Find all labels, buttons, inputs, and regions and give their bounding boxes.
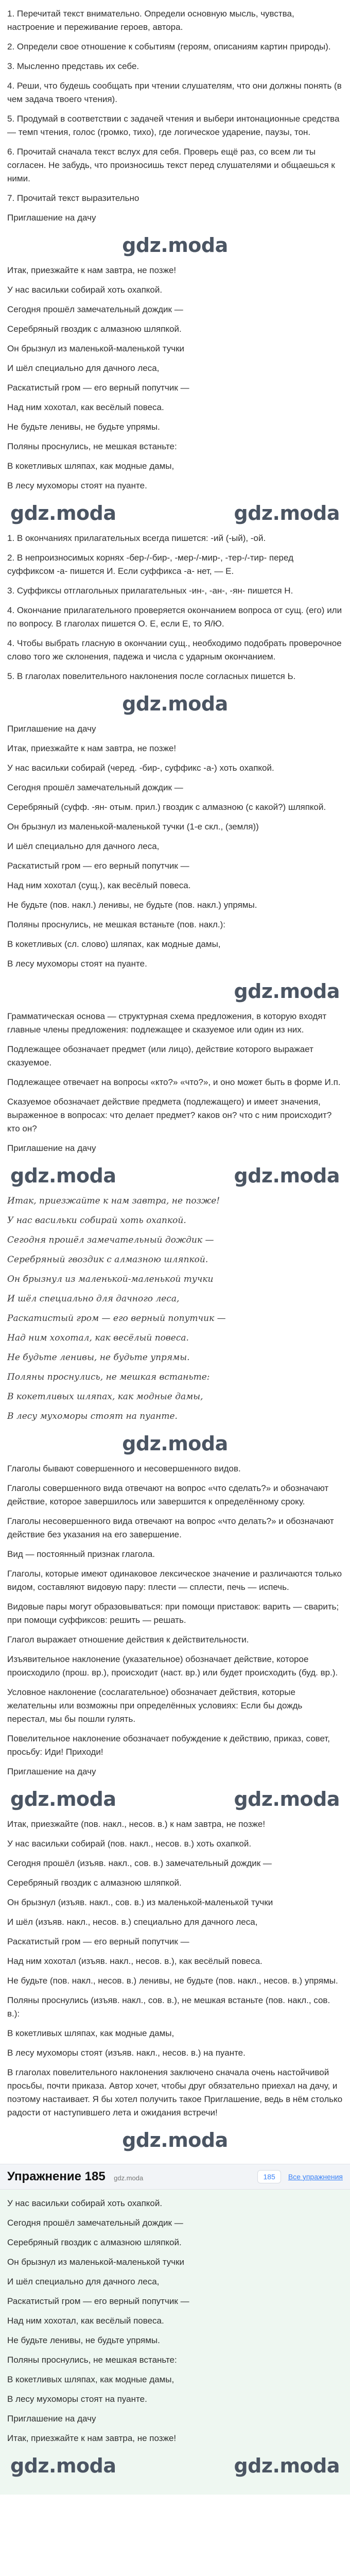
text-line: Итак, приезжайте к нам завтра, не позже!	[7, 743, 177, 753]
watermark: gdz.moda	[234, 1788, 340, 1810]
text-line: Над ним хохотал, как весёлый повеса.	[7, 2316, 164, 2326]
text-line: Он брызнул из маленькой-маленькой тучки	[7, 1274, 214, 1284]
watermark: gdz.moda	[10, 1788, 116, 1810]
watermark: gdz.moda	[10, 502, 116, 524]
poem-verbs-annotated	[7, 1818, 343, 2120]
all-exercises-link[interactable]: Все упражнения	[288, 2173, 343, 2181]
text-line: Сказуемое обозначает действие предмета (подлежащего) и имеет значения, выраженное в вопросах: что делает предмет? каков он? что с ним происходит? кто он?	[7, 1097, 332, 1133]
reading-steps	[7, 7, 343, 225]
text-line: Приглашение на дачу	[7, 1767, 96, 1776]
text-line: Приглашение на дачу	[7, 1143, 96, 1153]
watermark: gdz.moda	[234, 980, 340, 1003]
text-line: У нас васильки собирай хоть охапкой.	[7, 1215, 186, 1226]
verbs-theory	[7, 1462, 343, 1778]
text-line: 4. Чтобы выбрать гласную в окончании сущ., необходимо подобрать проверочное слово того же склонения, падежа и числа с ударным окончанием.	[7, 638, 342, 662]
text-line: В кокетливых шляпах, как модные дамы,	[7, 2375, 174, 2384]
exercise-title: Упражнение 185	[7, 2170, 106, 2183]
text-line: Серебряный гвоздик с алмазною шляпкой.	[7, 2238, 182, 2247]
text-line: 4. Окончание прилагательного проверяется окончанием вопроса от сущ. (его) или по вопросу. В глаголах пишется О. Е, если Е, то Я/Ю.	[7, 605, 342, 629]
exercise-number-select[interactable]: 185	[257, 2170, 281, 2183]
text-line: В лесу мухоморы стоят на пуанте.	[7, 959, 147, 969]
text-line: Сегодня прошёл (изъяв. накл., сов. в.) замечательный дождик —	[7, 1858, 272, 1868]
text-line: И шёл специально для дачного леса,	[7, 841, 160, 851]
text-line: Он брызнул из маленькой-маленькой тучки (1-е скл., (земля))	[7, 822, 259, 832]
text-line: Не будьте ленивы, не будьте упрямы.	[7, 1352, 190, 1363]
watermark: gdz.moda	[122, 692, 228, 715]
poem-handwritten	[7, 1194, 343, 1423]
text-line: Подлежащее отвечает на вопросы «кто?» «что?», и оно может быть в форме И.п.	[7, 1077, 341, 1087]
text-line: Вид — постоянный признак глагола.	[7, 1549, 155, 1559]
text-line: Над ним хохотал, как весёлый повеса.	[7, 402, 164, 412]
text-line: Глаголы совершенного вида отвечают на вопрос «что сделать?» и обозначают действие, которое завершилось или завершится к определённому сроку.	[7, 1483, 329, 1506]
text-line: Не будьте (пов. накл., несов. в.) ленивы, не будьте (пов. накл., несов. в.) упрямы.	[7, 1976, 338, 1986]
text-line: Не будьте (пов. накл.) ленивы, не будьте (пов. накл.) упрямы.	[7, 900, 257, 910]
text-line: Глаголы несовершенного вида отвечают на вопрос «что делать?» и обозначают действие без указания на его завершение.	[7, 1516, 334, 1539]
text-line: Сегодня прошёл замечательный дождик —	[7, 783, 183, 792]
text-line: Сегодня прошёл замечательный дождик —	[7, 2218, 183, 2228]
text-line: Раскатистый гром — его верный попутчик —	[7, 2296, 189, 2306]
poem-original	[7, 264, 343, 493]
text-line: И шёл специально для дачного леса,	[7, 1294, 180, 1304]
poem-annotated-spelling	[7, 722, 343, 971]
text-line: У нас васильки собирай (черед. -бир-, суффикс -а-) хоть охапкой.	[7, 763, 274, 773]
text-line: Поляны проснулись, не мешкая встаньте:	[7, 1372, 210, 1382]
text-line: В кокетливых шляпах, как модные дамы,	[7, 461, 174, 471]
text-line: Серебряный гвоздик с алмазною шляпкой.	[7, 1878, 182, 1888]
text-line: Серебряный (суфф. -ян- отым. прил.) гвоздик с алмазною (с какой?) шляпкой.	[7, 802, 326, 812]
text-line: Условное наклонение (сослагательное) обозначает действия, которые желательны или возможны при определённых условиях: Если бы дождь перестал, мы бы пошли гулять.	[7, 1687, 303, 1724]
text-line: Видовые пары могут образовываться: при помощи приставок: варить — сварить; при помощи суффиксов: решить — решать.	[7, 1602, 339, 1625]
text-line: 2. В непроизносимых корнях -бер-/-бир-, -мер-/-мир-, -тер-/-тир- перед суффиксом -а- пишется И. Если суффикса -а- нет, — Е.	[7, 553, 293, 576]
text-line: Повелительное наклонение обозначает побуждение к действию, приказ, совет, просьбу: Иди! Приходи!	[7, 1734, 330, 1757]
text-line: Он брызнул (изъяв. накл., сов. в.) из маленькой-маленькой тучки	[7, 1897, 273, 1907]
text-line: Сегодня прошёл замечательный дождик —	[7, 1235, 214, 1245]
exercise-subtitle: gdz.moda	[114, 2174, 144, 2182]
text-line: У нас васильки собирай хоть охапкой.	[7, 2198, 163, 2208]
text-line: 2. Определи свое отношение к событиям (героям, описаниям картин природы).	[7, 42, 331, 52]
text-line: 5. Продумай в соответствии с задачей чтения и выбери интонационные средства — темп чтения, голос (громко, тихо), где логическое ударение, паузы, тон.	[7, 114, 340, 137]
text-line: Серебряный гвоздик с алмазною шляпкой.	[7, 324, 182, 334]
text-line: В лесу мухоморы стоят на пуанте.	[7, 481, 147, 490]
text-line: Итак, приезжайте к нам завтра, не позже!	[7, 265, 177, 275]
text-line: 5. В глаголах повелительного наклонения после согласных пишется Ь.	[7, 671, 296, 681]
answer-section	[0, 2190, 350, 2495]
watermark: gdz.moda	[234, 2454, 340, 2477]
text-line: 7. Прочитай текст выразительно	[7, 193, 139, 203]
exercise-header	[0, 2164, 350, 2190]
text-line: Приглашение на дачу	[7, 2414, 96, 2424]
watermark: gdz.moda	[122, 1432, 228, 1455]
text-line: Итак, приезжайте к нам завтра, не позже!	[7, 1196, 220, 1206]
text-line: Сегодня прошёл замечательный дождик —	[7, 304, 183, 314]
watermark: gdz.moda	[122, 2129, 228, 2151]
text-line: Он брызнул из маленькой-маленькой тучки	[7, 2257, 185, 2267]
text-line: Серебряный гвоздик с алмазною шляпкой.	[7, 1255, 208, 1265]
text-line: Над ним хохотал (сущ.), как весёлый повеса.	[7, 880, 191, 890]
text-line: Раскатистый гром — его верный попутчик —	[7, 1313, 226, 1324]
text-line: Поляны проснулись, не мешкая встаньте:	[7, 442, 177, 451]
watermark: gdz.moda	[234, 502, 340, 524]
text-line: 3. Мысленно представь их себе.	[7, 61, 139, 71]
watermark: gdz.moda	[10, 1164, 116, 1187]
exercise-nav	[257, 2170, 343, 2183]
grammar-rules	[7, 532, 343, 683]
text-line: В лесу мухоморы стоят (изъяв. накл., несов. в.) на пуанте.	[7, 2048, 246, 2058]
watermark: gdz.moda	[122, 234, 228, 257]
text-line: Грамматическая основа — структурная схема предложения, в которую входят главные члены предложения: подлежащее и сказуемое или один из них.	[7, 1011, 327, 1035]
text-line: Итак, приезжайте к нам завтра, не позже!	[7, 2433, 177, 2443]
text-line: Над ним хохотал, как весёлый повеса.	[7, 1333, 189, 1343]
text-line: И шёл (изъяв. накл., несов. в.) специально для дачного леса,	[7, 1917, 258, 1927]
text-line: Он брызнул из маленькой-маленькой тучки	[7, 344, 185, 353]
text-line: В глаголах повелительного наклонения заключено сначала очень настойчивой просьбы, почти приказа. Автор хочет, чтобы друг обязательно приехал на дачу, и поэтому настаивает. Я бы хотел получить такое Приглашение, ведь в нём столько радости от наступившего лета и ожидания встречи!	[7, 2067, 343, 2117]
text-line: Итак, приезжайте (пов. накл., несов. в.) к нам завтра, не позже!	[7, 1819, 266, 1829]
text-line: Глаголы бывают совершенного и несовершенного видов.	[7, 1464, 241, 1473]
watermark: gdz.moda	[234, 1164, 340, 1187]
text-line: 4. Реши, что будешь сообщать при чтении слушателям, что они должны понять (в чем задача твоего чтения).	[7, 81, 342, 104]
text-line: В лесу мухоморы стоят на пуанте.	[7, 1411, 178, 1421]
text-line: Глагол выражает отношение действия к действительности.	[7, 1635, 249, 1645]
text-line: Раскатистый гром — его верный попутчик —	[7, 383, 189, 393]
poem-answer	[7, 2197, 343, 2445]
text-line: В лесу мухоморы стоят на пуанте.	[7, 2394, 147, 2404]
text-line: Раскатистый гром — его верный попутчик —	[7, 861, 189, 871]
text-line: У нас васильки собирай хоть охапкой.	[7, 285, 163, 295]
text-line: Приглашение на дачу	[7, 724, 96, 734]
text-line: Глаголы, которые имеют одинаковое лексическое значение и различаются только видом, составляют видовую пару: плести — сплести, печь — испечь.	[7, 1569, 342, 1592]
text-line: Подлежащее обозначает предмет (или лицо), действие которого выражает сказуемое.	[7, 1044, 313, 1067]
text-line: Поляны проснулись (изъяв. накл., сов. в.), не мешкая встаньте (пов. накл., сов. в.):	[7, 1995, 330, 2019]
text-line: Поляны проснулись, не мешкая встаньте:	[7, 2355, 177, 2365]
text-line: 1. Перечитай текст внимательно. Определи основную мысль, чувства, настроение и переживание героев, автора.	[7, 9, 294, 32]
text-line: Приглашение на дачу	[7, 213, 96, 223]
text-line: Не будьте ленивы, не будьте упрямы.	[7, 2335, 160, 2345]
text-line: Раскатистый гром — его верный попутчик —	[7, 1937, 189, 1946]
text-line: 6. Прочитай сначала текст вслух для себя. Проверь ещё раз, со всем ли ты согласен. Не забудь, что произносишь текст перед слушателями и общаешься к ними.	[7, 147, 335, 183]
text-line: Над ним хохотал (изъяв. накл., несов. в.), как весёлый повеса.	[7, 1956, 262, 1966]
text-line: В кокетливых шляпах, как модные дамы,	[7, 2028, 174, 2038]
text-line: И шёл специально для дачного леса,	[7, 2277, 160, 2286]
text-line: 1. В окончаниях прилагательных всегда пишется: -ий (-ый), -ой.	[7, 533, 266, 543]
text-line: Поляны проснулись, не мешкая встаньте (пов. накл.):	[7, 920, 226, 929]
text-line: В кокетливых шляпах, как модные дамы,	[7, 1392, 203, 1402]
text-line: 3. Суффиксы отглагольных прилагательных -ин-, -ан-, -ян- пишется Н.	[7, 586, 293, 596]
definitions	[7, 1010, 343, 1155]
watermark: gdz.moda	[10, 2454, 116, 2477]
text-line: У нас васильки собирай (пов. накл., несов. в.) хоть охапкой.	[7, 1839, 252, 1849]
text-line: Изъявительное наклонение (указательное) обозначает действие, которое происходило (прош. вр.), происходит (наст. вр.) или будет происходить (буд. вр.).	[7, 1654, 338, 1677]
text-line: Не будьте ленивы, не будьте упрямы.	[7, 422, 160, 432]
text-line: В кокетливых (сл. слово) шляпах, как модные дамы,	[7, 939, 221, 949]
text-line: И шёл специально для дачного леса,	[7, 363, 160, 373]
